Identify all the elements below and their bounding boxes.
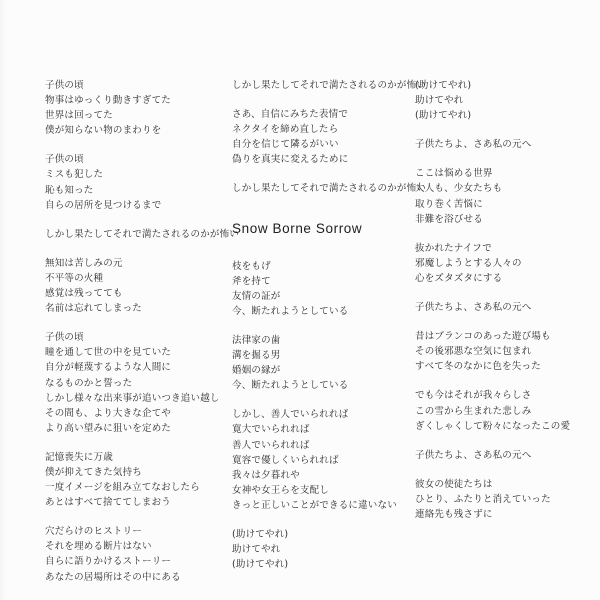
lyric-line: 子供たちよ、さあ私の元へ xyxy=(415,449,532,461)
lyric-line: この雪から生まれた悲しみ xyxy=(415,405,532,417)
lyric-stanza xyxy=(232,78,427,93)
lyric-stanza xyxy=(45,152,215,212)
lyric-line: 友情の証が xyxy=(232,290,281,302)
lyric-line: 助けてやれ xyxy=(415,95,464,107)
lyric-stanza xyxy=(232,107,402,167)
lyric-line: 取り巻く苦悩に xyxy=(415,198,483,210)
lyric-line: 子供の頃 xyxy=(45,332,84,344)
lyric-line: 邪魔しようとする人々の xyxy=(415,257,522,269)
lyric-line: その後邪悪な空気に包まれ xyxy=(415,346,532,358)
lyric-stanza xyxy=(415,329,585,374)
lyric-line: 枝をもげ xyxy=(232,260,271,272)
lyric-line: ネクタイを締め直したら xyxy=(232,124,339,136)
lyric-stanza xyxy=(232,527,402,572)
lyric-line: 子供の頃 xyxy=(45,80,84,91)
lyric-line: 瞳を通して世の中を見ていた xyxy=(45,347,172,359)
lyric-stanza xyxy=(415,137,585,152)
lyric-line: (助けてやれ) xyxy=(232,559,289,571)
lyric-line: 名前は忘れてしまった xyxy=(45,303,143,315)
lyric-stanza xyxy=(45,524,215,584)
lyric-line: (助けてやれ) xyxy=(232,528,289,540)
lyric-stanza xyxy=(415,166,585,226)
lyric-line: 一度イメージを組み立てなおしたら xyxy=(45,482,200,494)
lyric-stanza xyxy=(415,448,585,463)
lyric-line: ミスも犯した xyxy=(45,169,104,181)
lyric-line: 今、断たれようとしている xyxy=(232,380,349,392)
lyric-stanza xyxy=(415,241,585,286)
lyric-line: きっと正しいことができるに違いない xyxy=(232,499,397,511)
lyric-line: さあ、自信にみちた表情で xyxy=(232,109,349,121)
lyric-line: 自分が軽蔑するような人間に xyxy=(45,362,172,374)
lyric-stanza xyxy=(415,300,585,315)
lyric-line: 法律家の歯 xyxy=(232,334,281,346)
lyric-line: あなたの居場所はその中にある xyxy=(45,571,181,583)
lyric-line: 偽りを真実に変えるために xyxy=(232,154,349,166)
lyric-line: 寛容で優しくいられれば xyxy=(232,454,339,466)
lyric-line: 彼女の使徒たちは xyxy=(415,478,493,490)
page-edge-shadow xyxy=(0,0,6,600)
lyric-line: 僕が知らない物のまわりを xyxy=(45,125,162,137)
lyric-stanza xyxy=(45,227,240,242)
lyric-line: 子供の頃 xyxy=(45,154,84,166)
song-title: Snow Borne Sorrow xyxy=(232,220,363,236)
lyric-line: 大人も、少女たちも xyxy=(415,183,503,195)
lyric-line: それを埋める断片はない xyxy=(45,541,152,553)
lyric-line: 女神や女王らを支配し xyxy=(232,484,330,496)
lyric-stanza xyxy=(415,78,585,123)
lyric-stanza xyxy=(45,78,215,138)
lyric-line: 抜かれたナイフで xyxy=(415,242,492,254)
lyric-stanza xyxy=(232,407,402,513)
lyrics-column-2 xyxy=(232,78,427,586)
lyric-line: 我々は夕暮れや xyxy=(232,469,300,481)
lyrics-column-3 xyxy=(415,78,585,536)
lyric-line: 非難を浴びせる xyxy=(415,213,483,225)
lyric-line: より高い望みに狙いを定めた xyxy=(45,422,172,434)
lyric-line: ここは悩める世界 xyxy=(415,168,493,180)
lyric-line: 記憶喪失に万歳 xyxy=(45,451,113,463)
lyric-line: (助けてやれ) xyxy=(415,110,472,122)
lyric-line: 穴だらけのヒストリー xyxy=(45,526,143,538)
lyric-line: 世界は回ってた xyxy=(45,110,113,122)
lyric-line: 今、断たれようとしている xyxy=(232,305,349,317)
lyric-line: ぎくしゃくして粉々になったこの愛 xyxy=(415,420,571,432)
lyric-line: 善人でいられれば xyxy=(232,439,310,451)
lyric-line: (助けてやれ) xyxy=(415,80,472,91)
lyric-line: 恥も知った xyxy=(45,184,94,196)
lyric-line: 斧を持て xyxy=(232,275,271,287)
lyric-line: 子供たちよ、さあ私の元へ xyxy=(415,139,532,151)
lyric-line: しかし果たしてそれで満たされるのかが怖い xyxy=(232,80,427,91)
lyric-line: 助けてやれ xyxy=(232,544,281,556)
lyric-line: 連絡先も残さずに xyxy=(415,508,493,520)
lyric-stanza xyxy=(45,256,215,316)
lyric-line: その間も、より大きな企てや xyxy=(45,407,172,419)
lyric-line: 子供たちよ、さあ私の元へ xyxy=(415,302,532,314)
lyric-stanza xyxy=(232,259,402,319)
lyrics-column-1 xyxy=(45,78,240,599)
lyric-stanza xyxy=(415,388,585,433)
lyric-line: 寛大でいられれば xyxy=(232,424,310,436)
lyric-line: しかし様々な出来事が追いつき追い越し xyxy=(45,392,220,404)
lyric-line: 心をズタズタにする xyxy=(415,272,503,284)
lyric-line: なるものかと誓った xyxy=(45,377,133,389)
lyric-line: 僕が抑えてきた気持ち xyxy=(45,466,143,478)
lyric-stanza xyxy=(415,477,585,522)
lyric-line: ひとり、ふたりと消えていった xyxy=(415,493,551,505)
lyric-line: 感覚は残ってても xyxy=(45,288,123,300)
lyric-stanza xyxy=(232,333,402,393)
lyric-line: 昔はブランコのあった遊び場も xyxy=(415,331,551,343)
lyric-line: すべて冬のなかに色を失った xyxy=(415,361,541,373)
lyric-line: 自分を信じて隣るがいい xyxy=(232,139,339,151)
lyric-line: 溝を掘る男 xyxy=(232,350,281,362)
lyric-line: 自らに語りかけるストーリー xyxy=(45,556,172,568)
lyric-line: 物事はゆっくり動きすぎてた xyxy=(45,95,172,107)
lyric-line: 婚姻の縁が xyxy=(232,365,281,377)
lyric-line: 自らの居所を見つけるまで xyxy=(45,199,162,211)
lyric-line: でも今はそれが我々らしさ xyxy=(415,390,532,402)
lyric-line: しかし果たしてそれで満たされるのかが怖い xyxy=(232,183,427,195)
lyric-stanza xyxy=(232,181,427,196)
lyric-line: しかし果たしてそれで満たされるのかが怖い xyxy=(45,228,240,240)
lyric-line: あとはすべて捨ててしまおう xyxy=(45,497,171,509)
lyric-line: しかし、善人でいられれば xyxy=(232,409,349,421)
lyric-stanza xyxy=(45,450,215,510)
lyric-line: 無知は苦しみの元 xyxy=(45,257,123,269)
lyric-stanza xyxy=(45,330,220,436)
lyric-line: 不平等の火種 xyxy=(45,272,104,284)
